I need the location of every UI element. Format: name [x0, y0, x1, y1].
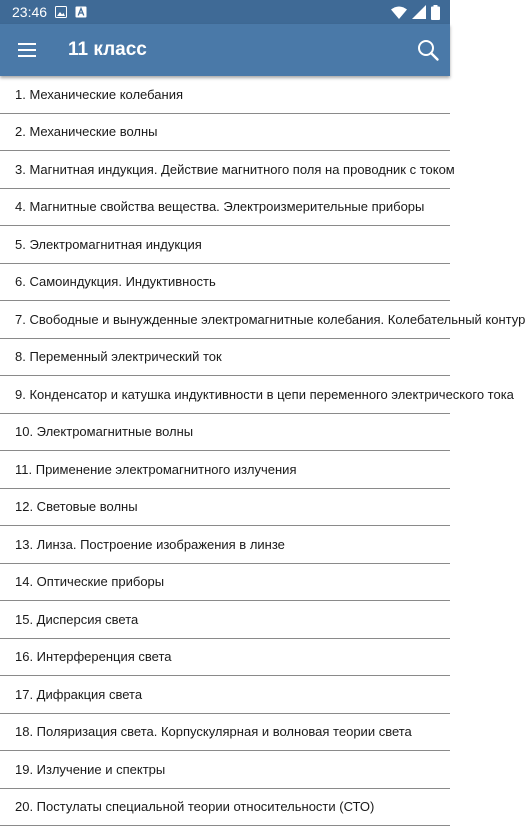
app-bar — [0, 24, 450, 76]
list-item[interactable] — [0, 226, 450, 264]
list-item-label: 1. Механические колебания — [15, 87, 438, 102]
list-item[interactable] — [0, 301, 450, 339]
list-item[interactable] — [0, 601, 450, 639]
list-item[interactable] — [0, 376, 450, 414]
page-title: 11 класс — [68, 39, 406, 61]
image-icon — [55, 6, 67, 18]
list-item-label: 5. Электромагнитная индукция — [15, 237, 438, 252]
list-item-label: 11. Применение электромагнитного излучения — [15, 462, 438, 477]
list-item[interactable] — [0, 489, 450, 527]
list-item-label: 13. Линза. Построение изображения в линзе — [15, 537, 438, 552]
status-bar-left — [12, 4, 87, 20]
list-item-label: 6. Самоиндукция. Индуктивность — [15, 274, 438, 289]
a-letter-icon — [75, 6, 87, 18]
list-item[interactable] — [0, 714, 450, 752]
list-item[interactable] — [0, 564, 450, 602]
list-item-label: 15. Дисперсия света — [15, 612, 438, 627]
list-item[interactable] — [0, 114, 450, 152]
wifi-icon — [391, 6, 407, 19]
hamburger-menu-icon — [18, 43, 36, 57]
list-item-label: 2. Механические волны — [15, 124, 438, 139]
status-bar-right — [391, 5, 440, 20]
search-button[interactable] — [406, 24, 450, 76]
topic-list — [0, 76, 450, 800]
list-item-label: 19. Излучение и спектры — [15, 762, 438, 777]
battery-icon — [431, 5, 440, 20]
list-item[interactable] — [0, 676, 450, 714]
list-item[interactable] — [0, 339, 450, 377]
list-item-label: 7. Свободные и вынужденные электромагнитные колебания. Колебательный контур — [15, 312, 438, 327]
list-item[interactable] — [0, 639, 450, 677]
list-item-label: 17. Дифракция света — [15, 687, 438, 702]
list-item-label: 4. Магнитные свойства вещества. Электроизмерительные приборы — [15, 199, 438, 214]
search-icon — [417, 39, 439, 61]
list-item[interactable] — [0, 189, 450, 227]
list-item[interactable] — [0, 264, 450, 302]
status-bar — [0, 0, 450, 24]
list-item[interactable] — [0, 451, 450, 489]
list-item[interactable] — [0, 751, 450, 789]
signal-icon — [412, 5, 426, 19]
list-item[interactable] — [0, 526, 450, 564]
list-item-label: 9. Конденсатор и катушка индуктивности в цепи переменного электрического тока — [15, 387, 438, 402]
status-time: 23:46 — [12, 4, 47, 20]
list-item[interactable] — [0, 151, 450, 189]
list-item-label: 3. Магнитная индукция. Действие магнитного поля на проводник с током — [15, 162, 438, 177]
list-item[interactable] — [0, 789, 450, 826]
list-item-label: 14. Оптические приборы — [15, 574, 438, 589]
list-item-label: 10. Электромагнитные волны — [15, 424, 438, 439]
list-item-label: 16. Интерференция света — [15, 649, 438, 664]
list-item-label: 20. Постулаты специальной теории относительности (СТО) — [15, 799, 438, 814]
list-item[interactable] — [0, 76, 450, 114]
menu-button[interactable] — [0, 24, 54, 76]
list-item[interactable] — [0, 414, 450, 452]
list-item-label: 18. Поляризация света. Корпускулярная и волновая теории света — [15, 724, 438, 739]
list-item-label: 12. Световые волны — [15, 499, 438, 514]
list-item-label: 8. Переменный электрический ток — [15, 349, 438, 364]
